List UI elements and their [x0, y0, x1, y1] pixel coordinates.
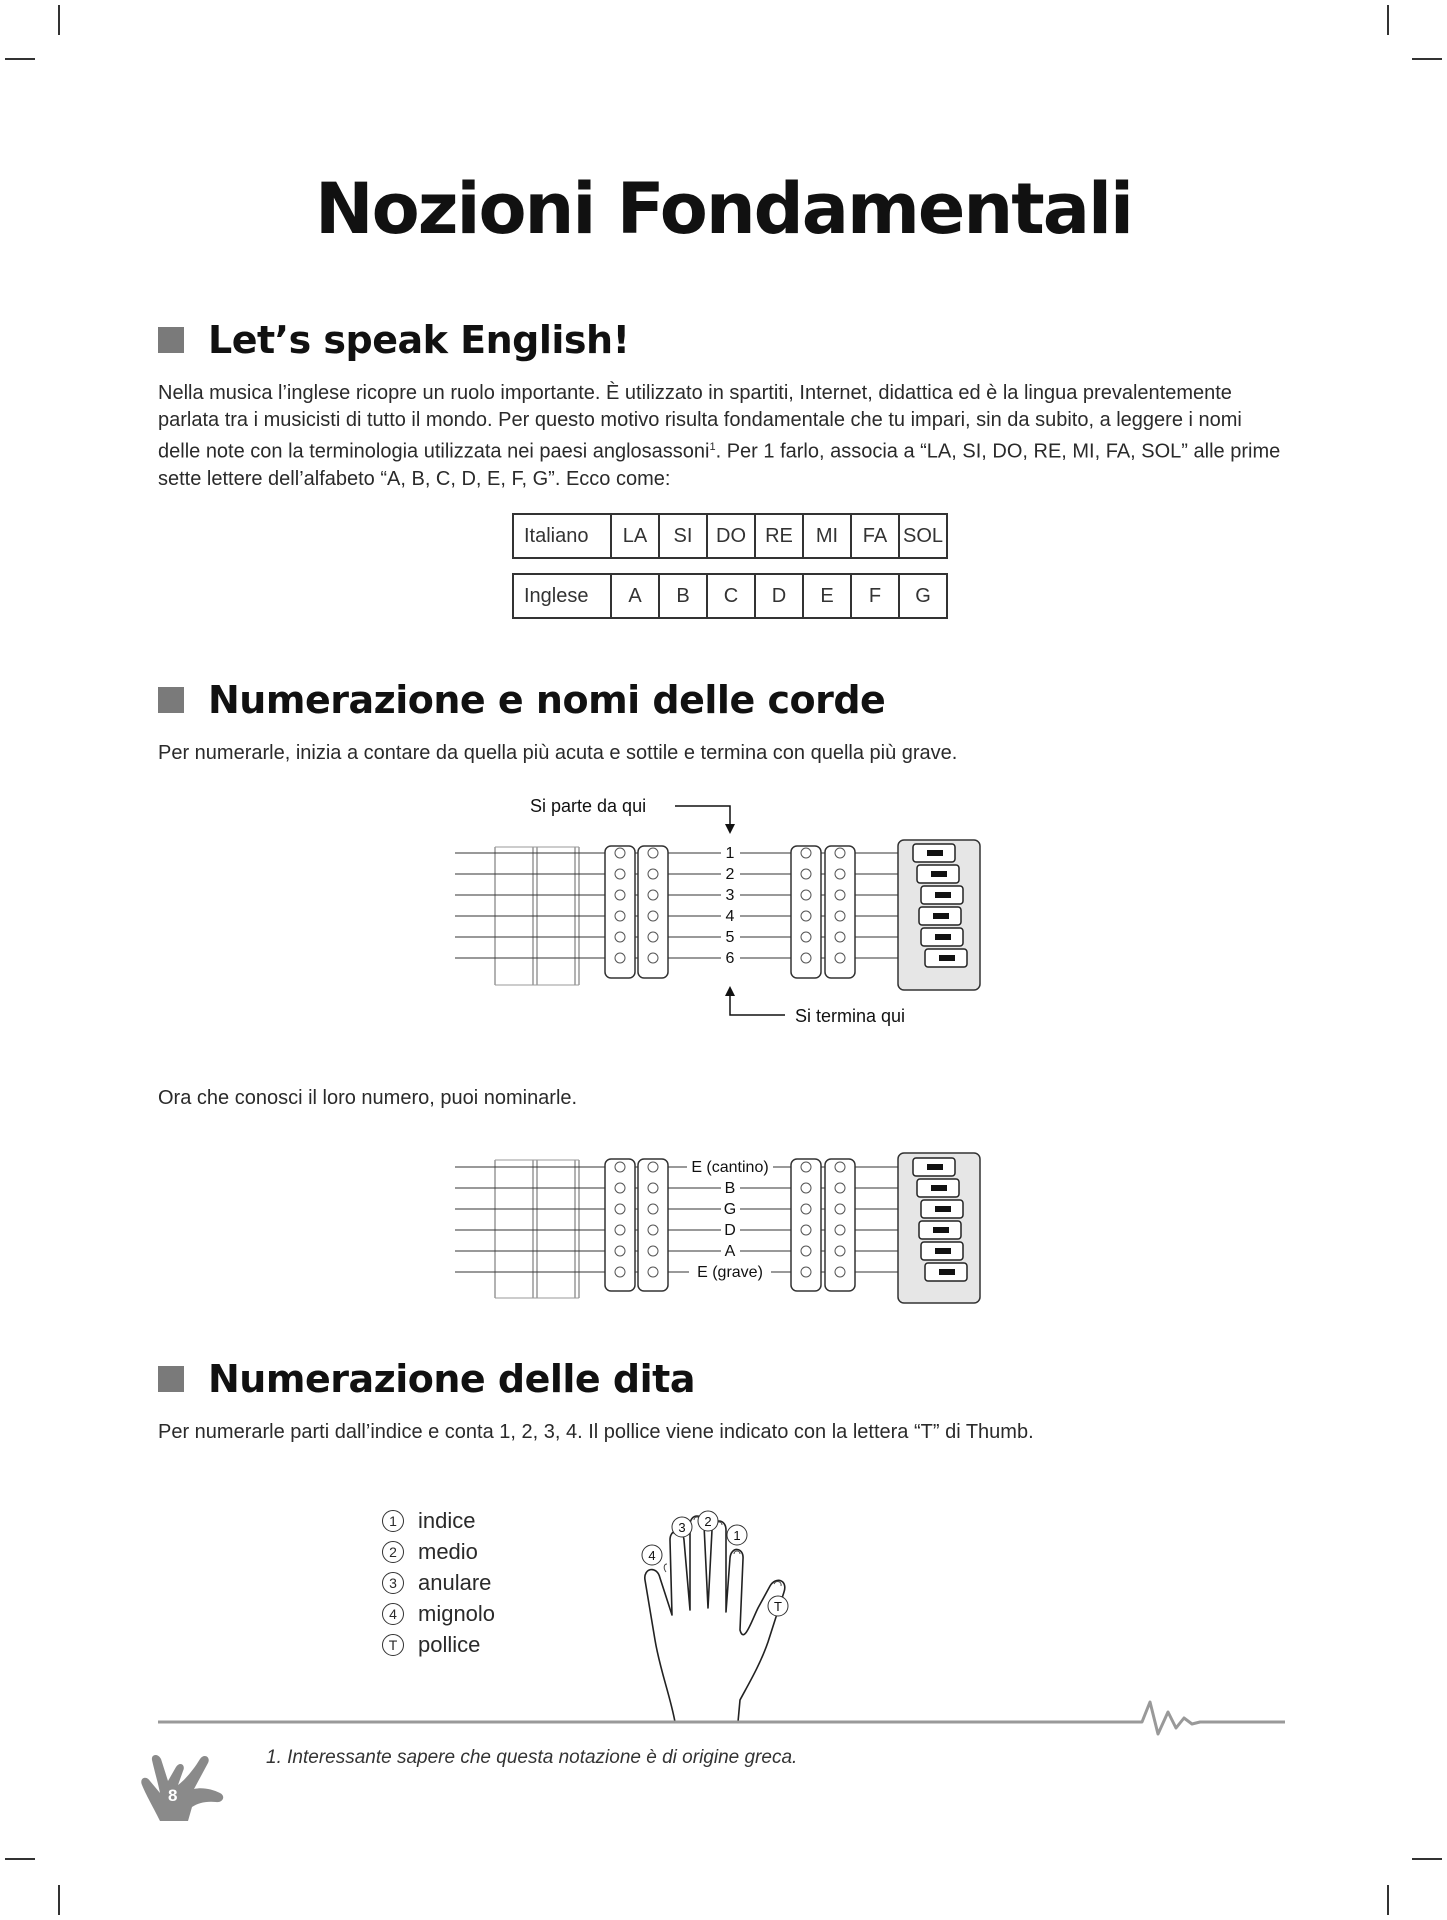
- finger-symbol: 2: [382, 1541, 404, 1563]
- string-number: 5: [725, 929, 735, 946]
- list-item: [382, 1567, 495, 1598]
- string-number: 2: [725, 866, 735, 883]
- pickup-pole: [801, 1204, 811, 1214]
- finger-name: anulare: [418, 1569, 492, 1595]
- crop-mark: [5, 1858, 35, 1860]
- saddle-screw: [931, 1185, 947, 1191]
- pickup-pole: [648, 932, 658, 942]
- pickup-pole: [648, 1162, 658, 1172]
- finger-legend: [382, 1505, 495, 1660]
- string-name: D: [724, 1222, 736, 1239]
- list-item: [382, 1505, 495, 1536]
- pickup-pole: [615, 1162, 625, 1172]
- end-arrow-head: [725, 986, 735, 996]
- section-body: Per numerarle parti dall’indice e conta 1, 2, 3, 4. Il pollice viene indicato con la lettera “T” di Thumb.: [158, 1421, 1034, 1443]
- saddle-screw: [933, 913, 949, 919]
- pickup-pole: [615, 848, 625, 858]
- string-number: 1: [725, 845, 735, 862]
- pickup-pole: [648, 1183, 658, 1193]
- pickup-pole: [835, 911, 845, 921]
- finger-name: mignolo: [418, 1600, 496, 1626]
- crop-mark: [58, 5, 60, 35]
- finger-symbol: 1: [382, 1510, 404, 1532]
- finger-marker-label: 4: [648, 1548, 656, 1563]
- saddle-screw: [927, 850, 943, 856]
- saddle-screw: [927, 1164, 943, 1170]
- pickup-pole: [648, 1204, 658, 1214]
- pickup-pole: [648, 869, 658, 879]
- table-cell: C: [707, 574, 755, 618]
- crop-mark: [58, 1885, 60, 1915]
- pickup-pole: [615, 932, 625, 942]
- pickup-pole: [835, 869, 845, 879]
- crop-mark: [1387, 1885, 1389, 1915]
- finger-symbol: T: [382, 1634, 404, 1656]
- pickup-pole: [835, 1204, 845, 1214]
- start-arrow-head: [725, 824, 735, 834]
- pickup-pole: [835, 953, 845, 963]
- body-text: . Per 1 farlo, associa a “LA, SI, DO, RE, MI, FA, SOL” alle prime sette lettere dell’alfabeto “A, B, C, D, E, F, G”. Ecco come:: [158, 440, 1281, 490]
- mascot-shape: [141, 1755, 223, 1821]
- saddle-screw: [935, 934, 951, 940]
- page-title: Nozioni Fondamentali: [315, 168, 1132, 250]
- table-cell: SOL: [899, 514, 947, 558]
- table-cell: RE: [755, 514, 803, 558]
- pickup-pole: [835, 1246, 845, 1256]
- table-cell: SI: [659, 514, 707, 558]
- fretboard: [495, 1160, 579, 1298]
- finger-marker-label: 1: [733, 1528, 741, 1543]
- table-cell: FA: [851, 514, 899, 558]
- pickup-pole: [801, 911, 811, 921]
- crop-mark: [5, 58, 35, 60]
- pickup-pole: [835, 890, 845, 900]
- footer-rule: [150, 1690, 1300, 1740]
- string-number-labels: [726, 845, 735, 967]
- pickup-pole: [801, 1267, 811, 1277]
- section-heading-strings: [158, 678, 885, 722]
- table-header: Inglese: [513, 574, 611, 618]
- crop-mark: [1412, 1858, 1442, 1860]
- string-number: 6: [725, 950, 735, 967]
- italian-notes-table: [512, 513, 948, 559]
- pickup-pole: [835, 1267, 845, 1277]
- saddle-screw: [931, 871, 947, 877]
- pickup-pole: [648, 911, 658, 921]
- pickup-pole: [801, 953, 811, 963]
- pickup-pole: [648, 890, 658, 900]
- finger-marker-label: 2: [704, 1514, 712, 1529]
- table-cell: A: [611, 574, 659, 618]
- pickup-pole: [801, 890, 811, 900]
- table-cell: DO: [707, 514, 755, 558]
- string-number: 3: [725, 887, 735, 904]
- pickup-pole: [648, 848, 658, 858]
- pickup-pole: [648, 1246, 658, 1256]
- pickup-pole: [835, 932, 845, 942]
- table-cell: B: [659, 574, 707, 618]
- table-cell: F: [851, 574, 899, 618]
- saddle-screw: [939, 955, 955, 961]
- pickup-pole: [615, 1267, 625, 1277]
- pickup-pole: [615, 1225, 625, 1235]
- saddle-screw: [933, 1227, 949, 1233]
- list-item: [382, 1598, 495, 1629]
- pickup-pole: [615, 869, 625, 879]
- string-name-diagram: [455, 1145, 995, 1310]
- string-name: E (cantino): [691, 1159, 769, 1176]
- section-title: Numerazione e nomi delle corde: [208, 678, 886, 722]
- string-name: B: [724, 1180, 736, 1197]
- table-cell: LA: [611, 514, 659, 558]
- string-name: G: [723, 1201, 737, 1218]
- english-notes-table: [512, 573, 948, 619]
- string-name-labels: [691, 1159, 768, 1281]
- footnote: 1. Interessante sapere che questa notazione è di origine greca.: [266, 1747, 798, 1768]
- table-cell: MI: [803, 514, 851, 558]
- string-name: E (grave): [697, 1264, 763, 1281]
- section-body: Per numerarle, inizia a contare da quella più acuta e sottile e termina con quella più grave.: [158, 742, 958, 764]
- table-cell: E: [803, 574, 851, 618]
- finger-name: pollice: [418, 1631, 481, 1657]
- pickup-pole: [801, 1183, 811, 1193]
- list-item: [382, 1536, 495, 1567]
- finger-name: indice: [418, 1507, 476, 1533]
- page-number: 8: [168, 1786, 178, 1805]
- saddle-screw: [935, 1248, 951, 1254]
- pickup-pole: [801, 1246, 811, 1256]
- string-number: 4: [725, 908, 735, 925]
- pickup-pole: [801, 1162, 811, 1172]
- pickup-pole: [801, 1225, 811, 1235]
- fingernail: [664, 1564, 667, 1572]
- pickup-pole: [835, 848, 845, 858]
- pickup-pole: [615, 911, 625, 921]
- finger-marker-label: 3: [678, 1520, 686, 1535]
- pickup-pole: [835, 1183, 845, 1193]
- finger-name: medio: [418, 1538, 478, 1564]
- end-label: Si termina qui: [795, 1006, 906, 1026]
- section-heading-english: [158, 318, 629, 362]
- section-title: Let’s speak English!: [208, 318, 630, 362]
- saddle-screw: [939, 1269, 955, 1275]
- pickup-pole: [615, 1183, 625, 1193]
- section-marker: [158, 1366, 184, 1392]
- finger-symbol: 3: [382, 1572, 404, 1594]
- pickup-pole: [615, 1204, 625, 1214]
- body-text: Nella musica l’inglese ricopre un ruolo importante. È utilizzato in spartiti, Internet, didattica ed è la lingua prevalentemente parlata tra i musicisti di tutto il mondo. Per questo motivo risulta fondamentale che tu impari, sin da subito, a leggere i nomi delle note con la terminologia utilizzata nei paesi anglosassoni: [158, 382, 1242, 463]
- crop-mark: [1387, 5, 1389, 35]
- pickup-pole: [615, 953, 625, 963]
- pickup-pole: [648, 953, 658, 963]
- hand-icon: [640, 1480, 810, 1725]
- pickup-pole: [615, 890, 625, 900]
- pickup-pole: [801, 848, 811, 858]
- finger-symbol: 4: [382, 1603, 404, 1625]
- table-cell: G: [899, 574, 947, 618]
- crop-mark: [1412, 58, 1442, 60]
- section-marker: [158, 687, 184, 713]
- section-body: [158, 380, 1288, 493]
- pickup-pole: [648, 1267, 658, 1277]
- table-header: Italiano: [513, 514, 611, 558]
- finger-marker-label: T: [774, 1599, 782, 1614]
- section-heading-fingers: [158, 1357, 695, 1401]
- pickup-pole: [648, 1225, 658, 1235]
- list-item: [382, 1629, 495, 1660]
- start-label: Si parte da qui: [530, 796, 647, 816]
- zigzag-line: [158, 1702, 1285, 1734]
- pickup-pole: [835, 1162, 845, 1172]
- footnote-ref: 1: [709, 441, 716, 453]
- pickup-pole: [801, 932, 811, 942]
- mascot-hand-icon: [138, 1745, 233, 1825]
- table-cell: D: [755, 574, 803, 618]
- section-marker: [158, 327, 184, 353]
- string-number-diagram: [455, 790, 995, 1030]
- end-arrow: [730, 990, 785, 1015]
- pickup-pole: [835, 1225, 845, 1235]
- saddle-screw: [935, 1206, 951, 1212]
- start-arrow: [675, 806, 730, 828]
- section-body: Ora che conosci il loro numero, puoi nominarle.: [158, 1087, 578, 1109]
- pickup-pole: [615, 1246, 625, 1256]
- saddle-screw: [935, 892, 951, 898]
- pickup-pole: [801, 869, 811, 879]
- section-title: Numerazione delle dita: [208, 1357, 695, 1401]
- string-name: A: [724, 1243, 736, 1260]
